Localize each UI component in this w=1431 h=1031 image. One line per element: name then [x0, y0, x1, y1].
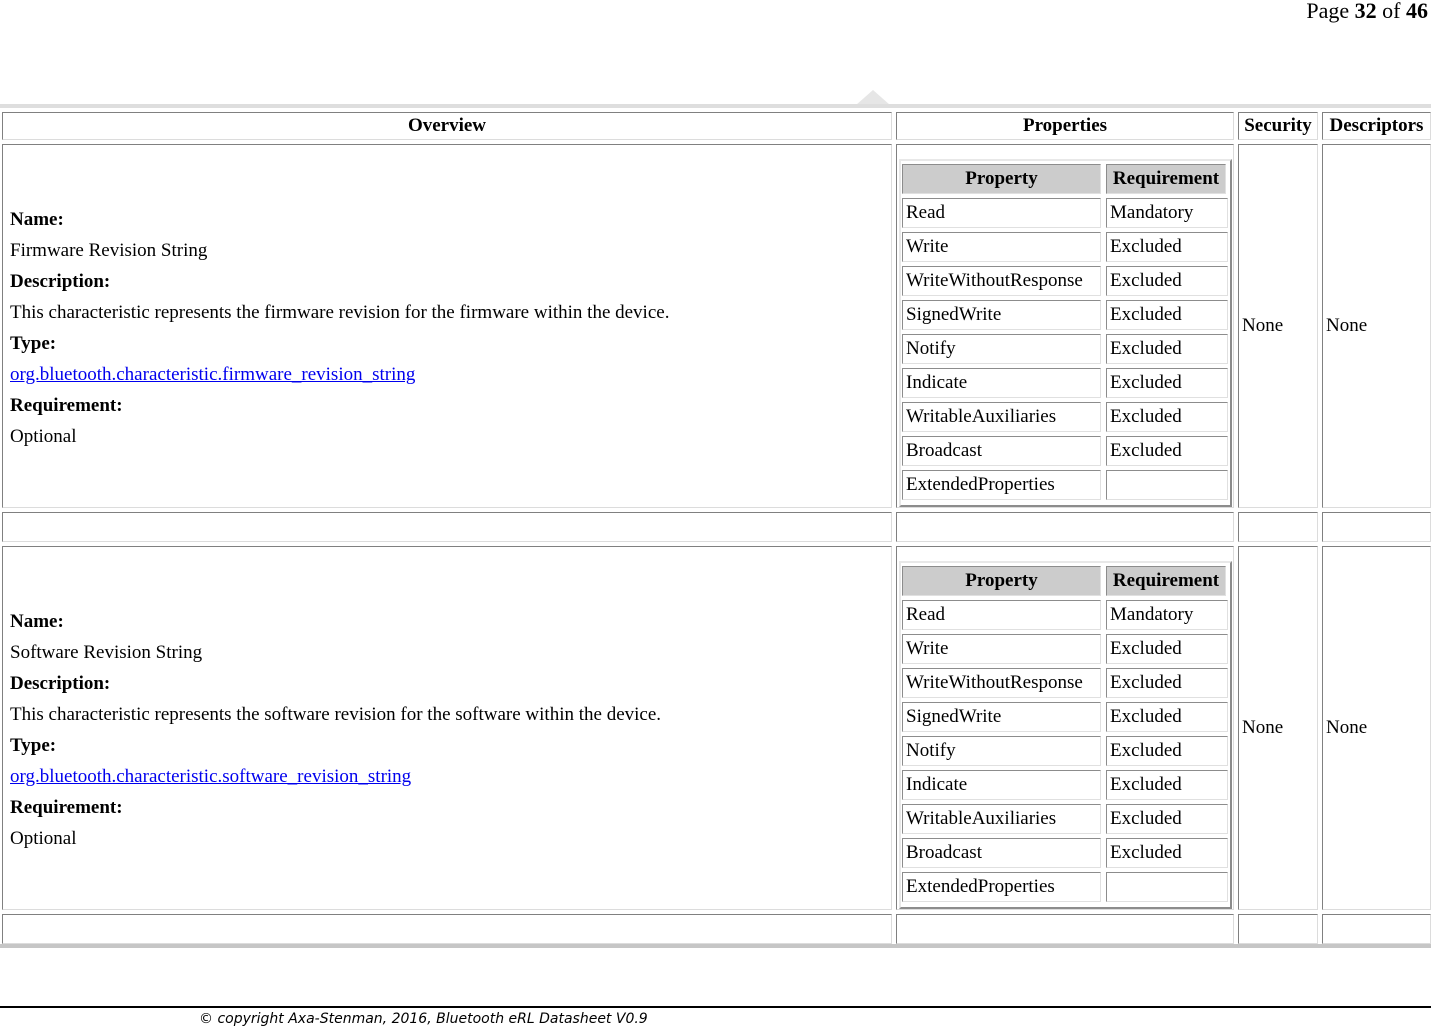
characteristic-description: This characteristic represents the software revision for the software within the device. — [10, 704, 662, 725]
prop-requirement-cell: Excluded — [1106, 368, 1228, 398]
page-number — [1306, 0, 1428, 24]
prop-name-cell: SignedWrite — [902, 300, 1101, 330]
prop-requirement-cell: Excluded — [1106, 334, 1228, 364]
prop-name-cell: SignedWrite — [902, 702, 1101, 732]
prop-name-cell: Write — [902, 634, 1101, 664]
prop-name-cell: Indicate — [902, 368, 1101, 398]
requirement-label: Requirement: — [10, 797, 123, 818]
prop-requirement-cell: Excluded — [1106, 232, 1228, 262]
type-label: Type: — [10, 735, 57, 756]
prop-requirement-cell: Excluded — [1106, 838, 1228, 868]
decorative-marker — [856, 90, 890, 105]
type-line — [10, 761, 891, 792]
prop-requirement-cell — [1106, 470, 1228, 500]
prop-requirement-cell: Excluded — [1106, 402, 1228, 432]
footer-rule — [0, 1006, 1431, 1008]
name-label: Name: — [10, 611, 64, 632]
characteristic-name: Firmware Revision String — [10, 240, 208, 261]
description-label: Description: — [10, 271, 111, 292]
table-bottom-border — [0, 944, 1431, 948]
overview-cell — [2, 144, 892, 508]
characteristic-type-link[interactable]: org.bluetooth.characteristic.firmware_revision_string — [10, 364, 416, 385]
descriptors-value: None — [1326, 315, 1368, 336]
prop-name-cell: WriteWithoutResponse — [902, 668, 1101, 698]
properties-cell — [896, 144, 1234, 508]
requirement-label: Requirement: — [10, 395, 123, 416]
table-top-border — [0, 104, 1431, 108]
description-label: Description: — [10, 673, 111, 694]
prop-name-cell: ExtendedProperties — [902, 470, 1101, 500]
name-label: Name: — [10, 209, 64, 230]
prop-name-cell: WritableAuxiliaries — [902, 402, 1101, 432]
characteristic-requirement: Optional — [10, 828, 77, 849]
header-security: Security — [1238, 112, 1318, 140]
security-value: None — [1242, 717, 1284, 738]
characteristic-description: This characteristic represents the firmware revision for the firmware within the device. — [10, 302, 670, 323]
prop-name-cell: ExtendedProperties — [902, 872, 1101, 902]
prop-requirement-cell: Excluded — [1106, 770, 1228, 800]
page-total: 46 — [1406, 0, 1428, 23]
spacer-cell — [2, 512, 892, 542]
security-cell — [1238, 144, 1318, 508]
spacer-cell — [1322, 512, 1431, 542]
prop-requirement-cell: Excluded — [1106, 668, 1228, 698]
spacer-cell — [896, 914, 1234, 944]
prop-requirement-cell — [1106, 872, 1228, 902]
page-of: of — [1382, 0, 1401, 23]
prop-name-cell: Notify — [902, 334, 1101, 364]
prop-requirement-cell: Excluded — [1106, 436, 1228, 466]
prop-name-cell: Write — [902, 232, 1101, 262]
security-value: None — [1242, 315, 1284, 336]
prop-header-requirement: Requirement — [1106, 164, 1226, 194]
spacer-cell — [1238, 914, 1318, 944]
prop-requirement-cell: Excluded — [1106, 266, 1228, 296]
prop-requirement-cell: Mandatory — [1106, 198, 1228, 228]
descriptors-cell — [1322, 144, 1431, 508]
characteristic-type-link[interactable]: org.bluetooth.characteristic.software_revision_string — [10, 766, 412, 787]
security-cell — [1238, 546, 1318, 910]
spacer-cell — [896, 512, 1234, 542]
properties-cell — [896, 546, 1234, 910]
header-descriptors: Descriptors — [1322, 112, 1431, 140]
characteristic-name: Software Revision String — [10, 642, 203, 663]
prop-requirement-cell: Excluded — [1106, 736, 1228, 766]
spacer-cell — [1238, 512, 1318, 542]
overview-cell — [2, 546, 892, 910]
header-overview: Overview — [2, 112, 892, 140]
prop-name-cell: Broadcast — [902, 838, 1101, 868]
prop-requirement-cell: Excluded — [1106, 634, 1228, 664]
prop-name-cell: Broadcast — [902, 436, 1101, 466]
footer-copyright: © copyright Axa-Stenman, 2016, Bluetooth eRL Datasheet V0.9 — [199, 1011, 648, 1027]
spacer-cell — [2, 914, 892, 944]
prop-header-property: Property — [902, 164, 1101, 194]
type-label: Type: — [10, 333, 57, 354]
prop-header-requirement: Requirement — [1106, 566, 1226, 596]
prop-name-cell: Read — [902, 600, 1101, 630]
prop-name-cell: WriteWithoutResponse — [902, 266, 1101, 296]
type-line — [10, 359, 891, 390]
prop-requirement-cell: Excluded — [1106, 702, 1228, 732]
descriptors-cell — [1322, 546, 1431, 910]
page-prefix: Page — [1306, 0, 1350, 23]
prop-name-cell: Indicate — [902, 770, 1101, 800]
prop-header-property: Property — [902, 566, 1101, 596]
descriptors-value: None — [1326, 717, 1368, 738]
prop-requirement-cell: Mandatory — [1106, 600, 1228, 630]
prop-requirement-cell: Excluded — [1106, 804, 1228, 834]
prop-name-cell: Notify — [902, 736, 1101, 766]
spacer-cell — [1322, 914, 1431, 944]
prop-name-cell: WritableAuxiliaries — [902, 804, 1101, 834]
characteristic-requirement: Optional — [10, 426, 77, 447]
prop-requirement-cell: Excluded — [1106, 300, 1228, 330]
page-current: 32 — [1354, 0, 1377, 23]
prop-name-cell: Read — [902, 198, 1101, 228]
header-properties: Properties — [896, 112, 1234, 140]
